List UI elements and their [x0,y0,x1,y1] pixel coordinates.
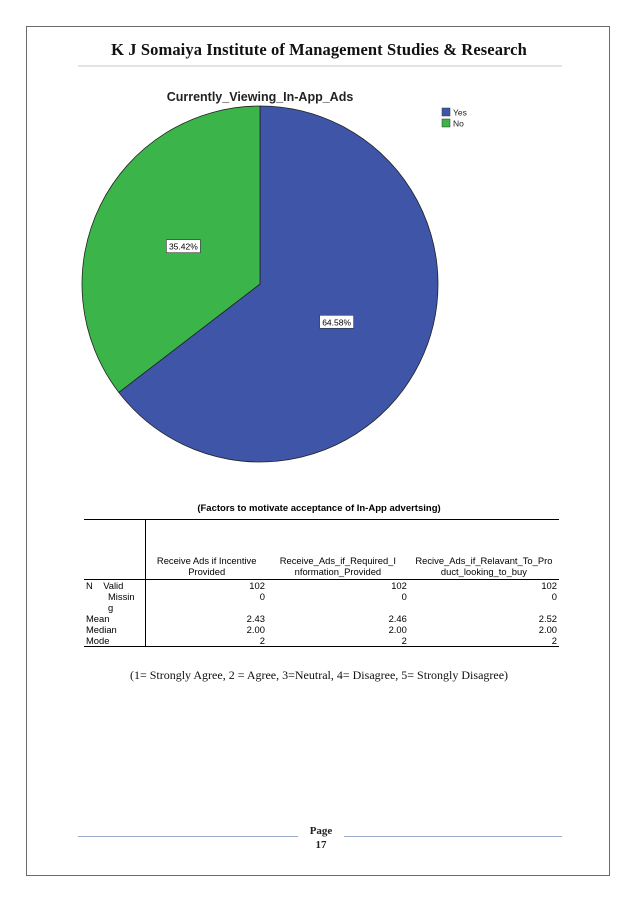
table-cell: 2.43 [146,613,267,624]
row-label-valid: Valid [103,580,124,591]
legend-swatch-yes [442,108,450,116]
pie-chart [80,86,480,466]
data-label-yes: 64.58% [322,317,352,328]
table-cell: 102 [146,580,267,592]
header-rule [78,65,562,67]
column-header: Receive Ads if Incentive Provided [146,520,267,580]
statistics-table [84,519,559,647]
row-label-median: Median [86,624,117,635]
table-cell: 0 [551,591,557,602]
likert-scale-note: (1= Strongly Agree, 2 = Agree, 3=Neutral, 4= Disagree, 5= Strongly Disagree) [129,668,509,682]
chart-title: Currently_Viewing_In-App_Ads [166,90,354,104]
table-cell: 2 [267,635,409,647]
table-cell: 2.46 [388,613,407,624]
table-cell: 102 [391,580,407,591]
table-cell: 2 [146,635,267,647]
row-label-n: N [86,580,93,591]
row-label [84,580,146,592]
table-row [84,624,559,635]
row-label-missing-text: Missin g [108,591,135,613]
column-header: Receive_Ads_if_Required_I nformation_Provided [267,520,409,580]
row-label-missing [84,591,146,613]
table-cell: 102 [541,580,557,591]
footer-rule-left [78,836,298,837]
footer-rule-right [344,836,562,837]
pie-chart-svg [80,86,480,466]
table-row [84,635,559,647]
table-cell: 0 [401,591,407,602]
row-label-mode: Mode [84,635,146,647]
table-caption: (Factors to motivate acceptance of In-App advertsing) [197,503,441,514]
legend-label-no: No [453,118,464,129]
data-label-no: 35.42% [168,241,198,252]
header-blank-cell [84,520,146,580]
page-number [296,824,346,852]
table-cell: 2.00 [146,624,267,635]
document-header-title: K J Somaiya Institute of Management Studies & Research [111,40,527,59]
row-label-mean: Mean [86,613,110,624]
table-cell: 0 [146,591,267,613]
legend-label-yes: Yes [453,107,467,118]
page-number-text: 17 [315,839,327,851]
legend-swatch-no [442,119,450,127]
table-cell: 2.00 [388,624,407,635]
table-header-row [84,520,559,580]
table-row [84,613,559,624]
column-header: Recive_Ads_if_Relavant_To_Pro duct_looking_to_buy [409,520,559,580]
page-label-text: Page [309,825,333,837]
table-row [84,591,559,613]
table-cell: 2 [409,635,559,647]
chart-legend [442,108,467,129]
table-cell: 2.52 [538,613,557,624]
table-cell: 2.00 [538,624,557,635]
table-row [84,580,559,592]
